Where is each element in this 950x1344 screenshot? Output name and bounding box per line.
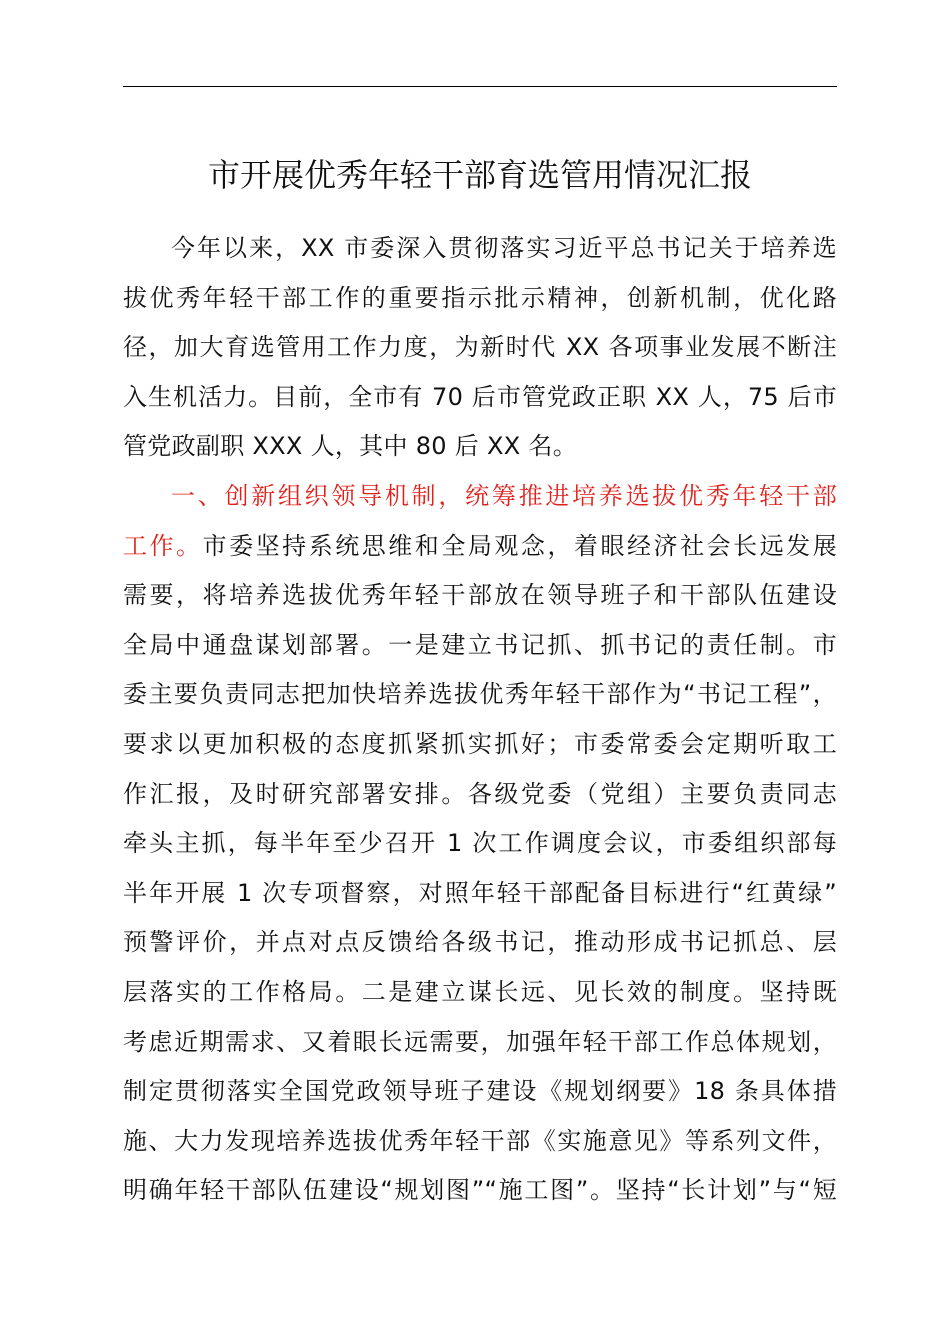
paragraph-line: 考虑近期需求、又着眼长远需要，加强年轻干部工作总体规划， (123, 1027, 837, 1056)
paragraph-line: 要求以更加积极的态度抓紧抓实抓好；市委常委会定期听取工 (123, 729, 837, 758)
paragraph-line: 全局中通盘谋划部署。一是建立书记抓、抓书记的责任制。市 (123, 630, 837, 659)
paragraph-line: 需要，将培养选拔优秀年轻干部放在领导班子和干部队伍建设 (123, 581, 837, 610)
paragraph-line: 层落实的工作格局。二是建立谋长远、见长效的制度。坚持既 (123, 977, 837, 1006)
paragraph-line: 管党政副职 XXX 人，其中 80 后 XX 名。 (123, 432, 578, 461)
section-heading: 一、创新组织领导机制，统筹推进培养选拔优秀年轻干部 (171, 481, 837, 510)
paragraph-line: 委主要负责同志把加快培养选拔优秀年轻干部作为“书记工程”， (123, 680, 837, 709)
paragraph-line: 入生机活力。目前，全市有 70 后市管党政正职 XX 人，75 后市 (123, 382, 837, 411)
paragraph-line: 制定贯彻落实全国党政领导班子建设《规划纲要》18 条具体措 (123, 1077, 837, 1106)
paragraph-line: 牵头主抓，每半年至少召开 1 次工作调度会议，市委组织部每 (123, 829, 837, 858)
paragraph-line: 径，加大育选管用工作力度，为新时代 XX 各项事业发展不断注 (123, 333, 837, 362)
paragraph-text: 市委坚持系统思维和全局观念，着眼经济社会长远发展 (202, 531, 838, 560)
paragraph-line: 半年开展 1 次专项督察，对照年轻干部配备目标进行“红黄绿” (123, 878, 837, 907)
paragraph-line: 明确年轻干部队伍建设“规划图”“施工图”。坚持“长计划”与“短 (123, 1176, 837, 1205)
document-body (123, 224, 837, 1216)
section-heading-end: 工作。 (123, 531, 203, 560)
document-title: 市开展优秀年轻干部育选管用情况汇报 (207, 156, 752, 194)
paragraph-line: 施、大力发现培养选拔优秀年轻干部《实施意见》等系列文件， (123, 1126, 837, 1155)
header-rule (123, 86, 837, 87)
paragraph-line: 今年以来，XX 市委深入贯彻落实习近平总书记关于培养选 (171, 234, 837, 262)
paragraph-line: 作汇报，及时研究部署安排。各级党委（党组）主要负责同志 (123, 779, 837, 808)
section-heading-continuation (123, 522, 837, 572)
paragraph-line: 拔优秀年轻干部工作的重要指示批示精神，创新机制，优化路 (123, 283, 837, 312)
paragraph-line: 预警评价，并点对点反馈给各级书记，推动形成书记抓总、层 (123, 928, 837, 957)
